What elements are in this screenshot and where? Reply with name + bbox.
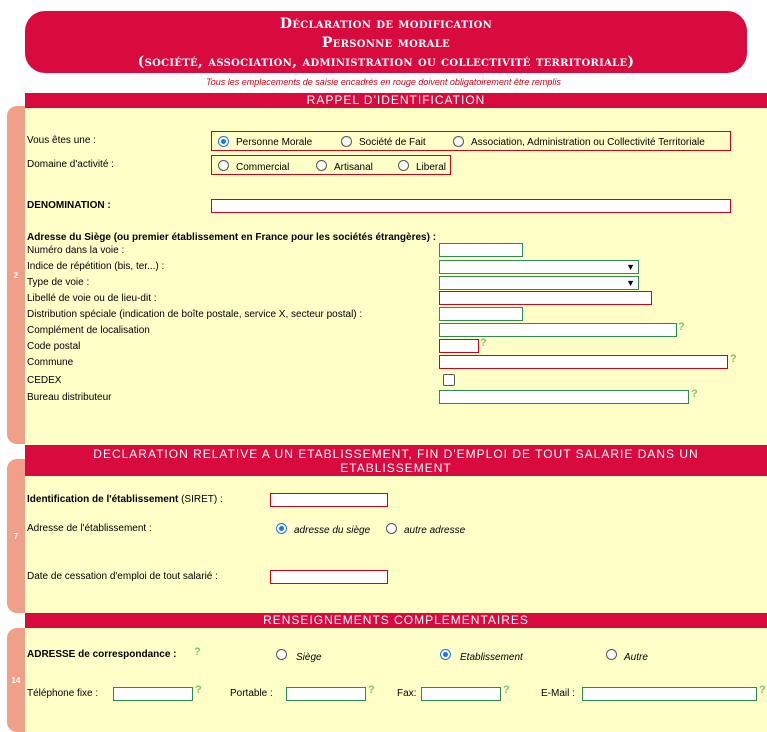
denomination-label: DENOMINATION : — [27, 200, 111, 211]
section-number-tab: 2 — [7, 106, 25, 444]
radio-adresse-siege[interactable] — [276, 523, 287, 534]
radio-societe-de-fait[interactable] — [341, 136, 352, 147]
indice-select[interactable] — [439, 260, 639, 274]
portable-label: Portable : — [230, 688, 273, 699]
help-icon[interactable]: ? — [691, 388, 698, 400]
chevron-down-icon: ▼ — [626, 262, 635, 272]
vous-etes-label: Vous êtes une : — [27, 135, 96, 146]
cessation-input[interactable] — [270, 570, 388, 584]
radio-personne-morale[interactable] — [218, 136, 229, 147]
radio-autre-adresse[interactable] — [386, 523, 397, 534]
section-number-tab: 7 — [7, 459, 25, 613]
header-scope: (société, association, administration ou collectivité territoriale) — [137, 54, 635, 70]
radio-autre[interactable] — [606, 649, 617, 660]
header-subtitle: Personne morale — [321, 35, 451, 51]
radio-personne-morale-label: Personne Morale — [236, 137, 313, 148]
section-number-tab: 14 — [7, 628, 25, 732]
cessation-label: Date de cessation d'emploi de tout salarié : — [27, 571, 218, 582]
help-icon[interactable]: ? — [503, 684, 510, 696]
indice-label: Indice de répétition (bis, ter...) : — [27, 261, 165, 272]
help-icon[interactable]: ? — [195, 684, 202, 696]
denomination-input[interactable] — [211, 199, 731, 213]
adresse-etablissement-label: Adresse de l'établissement : — [27, 523, 152, 534]
form-header — [25, 11, 747, 73]
code-postal-input[interactable] — [439, 339, 479, 353]
section-title: RAPPEL D'IDENTIFICATION — [25, 93, 767, 108]
domaine-label: Domaine d'activité : — [27, 159, 114, 170]
telephone-label: Téléphone fixe : — [27, 688, 99, 699]
radio-siege[interactable] — [276, 649, 287, 660]
radio-commercial-label: Commercial — [236, 162, 290, 173]
numero-label: Numéro dans la voie : — [27, 245, 125, 256]
help-icon[interactable]: ? — [678, 321, 685, 333]
type-voie-label: Type de voie : — [27, 277, 90, 288]
fax-label: Fax: — [397, 688, 417, 699]
type-voie-select[interactable] — [439, 276, 639, 290]
radio-association-label: Association, Administration ou Collectivité Territoriale — [471, 137, 705, 148]
complement-label: Complément de localisation — [27, 325, 150, 336]
radio-artisanal-label: Artisanal — [334, 162, 373, 173]
radio-adresse-siege-label: adresse du siège — [294, 525, 371, 536]
numero-input[interactable] — [439, 243, 523, 257]
distribution-label: Distribution spéciale (indication de boîte postale, service X, secteur postal) : — [27, 309, 363, 320]
correspondance-label: ADRESSE de correspondance : — [27, 649, 177, 660]
section-title: DECLARATION RELATIVE A UN ETABLISSEMENT, FIN D'EMPLOI DE TOUT SALARIE DANS UN ETABLISSEMENT — [25, 445, 767, 476]
distribution-input[interactable] — [439, 307, 523, 321]
portable-input[interactable] — [286, 687, 366, 701]
libelle-input[interactable] — [439, 291, 652, 305]
code-postal-label: Code postal — [27, 341, 81, 352]
siret-input[interactable] — [270, 493, 388, 507]
radio-autre-label: Autre — [624, 652, 648, 663]
help-icon[interactable]: ? — [759, 684, 766, 696]
chevron-down-icon: ▼ — [626, 278, 635, 288]
cedex-label: CEDEX — [27, 375, 62, 386]
radio-etablissement-label: Etablissement — [460, 652, 523, 663]
bureau-input[interactable] — [439, 390, 689, 404]
radio-artisanal[interactable] — [316, 160, 327, 171]
identification-label: Identification de l'établissement (SIRET) : — [27, 494, 223, 505]
section-renseignements — [7, 613, 767, 732]
radio-autre-adresse-label: autre adresse — [404, 525, 466, 536]
fax-input[interactable] — [421, 687, 501, 701]
cedex-checkbox[interactable] — [443, 374, 455, 386]
help-icon[interactable]: ? — [730, 353, 737, 365]
commune-label: Commune — [27, 357, 74, 368]
radio-siege-label: Siège — [296, 652, 322, 663]
section-etablissement — [7, 445, 767, 613]
radio-commercial[interactable] — [218, 160, 229, 171]
radio-societe-de-fait-label: Société de Fait — [359, 137, 426, 148]
adresse-siege-title: Adresse du Siège (ou premier établissement en France pour les sociétés étrangères) : — [27, 232, 437, 243]
section-title: RENSEIGNEMENTS COMPLEMENTAIRES — [25, 613, 767, 628]
required-fields-notice: Tous les emplacements de saisie encadrés en rouge doivent obligatoirement être remplis — [206, 77, 561, 87]
header-title: Déclaration de modification — [279, 16, 493, 32]
help-icon[interactable]: ? — [480, 337, 487, 349]
help-icon[interactable]: ? — [194, 646, 201, 658]
libelle-label: Libellé de voie ou de lieu-dit : — [27, 293, 157, 304]
radio-association[interactable] — [453, 136, 464, 147]
help-icon[interactable]: ? — [368, 684, 375, 696]
commune-input[interactable] — [439, 355, 728, 369]
bureau-label: Bureau distributeur — [27, 392, 112, 403]
radio-etablissement[interactable] — [440, 649, 451, 660]
telephone-input[interactable] — [113, 687, 193, 701]
section-identification — [7, 93, 767, 445]
email-label: E-Mail : — [541, 688, 575, 699]
complement-input[interactable] — [439, 323, 677, 337]
email-input[interactable] — [582, 687, 757, 701]
radio-liberal-label: Liberal — [416, 162, 447, 173]
radio-liberal[interactable] — [398, 160, 409, 171]
